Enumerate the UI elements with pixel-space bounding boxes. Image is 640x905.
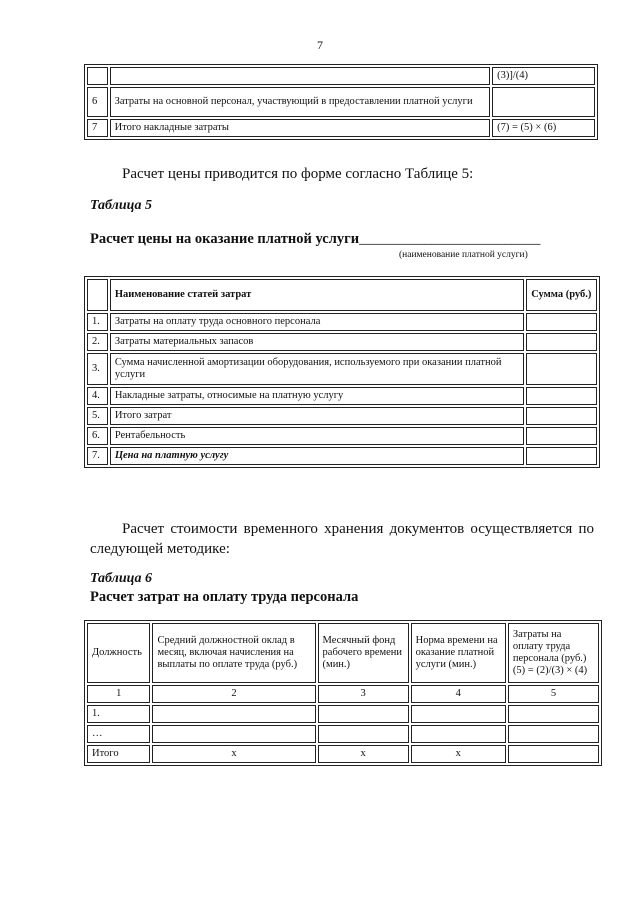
table-cell: Затраты на основной персонал, участвующий в предоставлении платной услуги [110,87,491,117]
table-cell: x [411,745,506,763]
table-cell: Цена на платную услугу [110,447,524,465]
table-cell [508,725,599,743]
table-cell [526,447,597,465]
table-cell: 1. [87,705,150,723]
table-cell [411,725,506,743]
column-header: Затраты на оплату труда персонала (руб.) (5) = (2)/(3) × (4) [508,623,599,683]
table5-title-text: Расчет цены на оказание платной услуги [90,231,360,247]
table-cell: (3)]/(4) [492,67,595,85]
table-cell: Накладные затраты, относимые на платную услугу [110,387,524,405]
table-6 [84,620,602,766]
row-number: 5. [87,407,108,425]
paragraph: Расчет стоимости временного хранения документов осуществляется по следующей методике: [90,521,594,557]
table5-title [90,231,540,248]
table-cell [87,279,108,311]
table-row [87,87,595,117]
table-cell: Затраты на оплату труда основного персонала [110,313,524,331]
table-cell [526,407,597,425]
table-row [87,119,595,137]
column-header: Должность [87,623,150,683]
table-cell [152,725,315,743]
table5-subnote: (наименование платной услуги) [399,250,528,260]
column-number-row [87,685,599,703]
page-number: 7 [317,38,323,52]
row-number: 3. [87,353,108,385]
table-cell [526,313,597,331]
table-top [84,64,598,140]
table-cell [508,745,599,763]
title-fill-line: _________________________ [359,231,541,247]
column-header: Норма времени на оказание платной услуги (мин.) [411,623,506,683]
column-number: 5 [508,685,599,703]
column-header: Наименование статей затрат [110,279,524,311]
table-row [87,353,597,385]
table-row [87,725,599,743]
column-number: 2 [152,685,315,703]
table-cell [152,705,315,723]
row-number: 1. [87,313,108,331]
table-cell: Рентабельность [110,427,524,445]
row-number: 6. [87,427,108,445]
table-cell: (7) = (5) × (6) [492,119,595,137]
table-cell: x [318,745,409,763]
table-cell: Итого [87,745,150,763]
table-cell: 7 [87,119,108,137]
table-row [87,387,597,405]
table-cell: x [152,745,315,763]
table-row [87,67,595,85]
table-cell: Затраты материальных запасов [110,333,524,351]
table-cell [411,705,506,723]
table-cell [526,387,597,405]
table-cell: Сумма начисленной амортизации оборудования, используемого при оказании платной услуги [110,353,524,385]
table-row [87,313,597,331]
table-cell [110,67,491,85]
table-header-row [87,279,597,311]
column-number: 4 [411,685,506,703]
table-cell [526,333,597,351]
table-cell [508,705,599,723]
table-5 [84,276,600,468]
table-row [87,427,597,445]
row-number: 7. [87,447,108,465]
table-cell [526,427,597,445]
column-header: Сумма (руб.) [526,279,597,311]
table-cell: … [87,725,150,743]
table-header-row [87,623,599,683]
table6-title: Расчет затрат на оплату труда персонала [90,589,359,605]
column-number: 1 [87,685,150,703]
table-cell: Итого затрат [110,407,524,425]
column-header: Средний должностной оклад в месяц, включая начисления на выплаты по оплате труда (руб.) [152,623,315,683]
table-cell [318,725,409,743]
table-row [87,447,597,465]
column-number: 3 [318,685,409,703]
row-number: 4. [87,387,108,405]
table-row [87,705,599,723]
table6-caption: Таблица 6 [90,571,152,586]
column-header: Месячный фонд рабочего времени (мин.) [318,623,409,683]
table-cell: Итого накладные затраты [110,119,491,137]
table5-caption: Таблица 5 [90,198,152,213]
paragraph: Расчет цены приводится по форме согласно Таблице 5: [122,166,474,182]
table-cell [492,87,595,117]
table-row [87,333,597,351]
table-row [87,407,597,425]
table-cell: 6 [87,87,108,117]
table-cell [87,67,108,85]
table-cell [526,353,597,385]
table-cell [318,705,409,723]
row-number: 2. [87,333,108,351]
table-row [87,745,599,763]
